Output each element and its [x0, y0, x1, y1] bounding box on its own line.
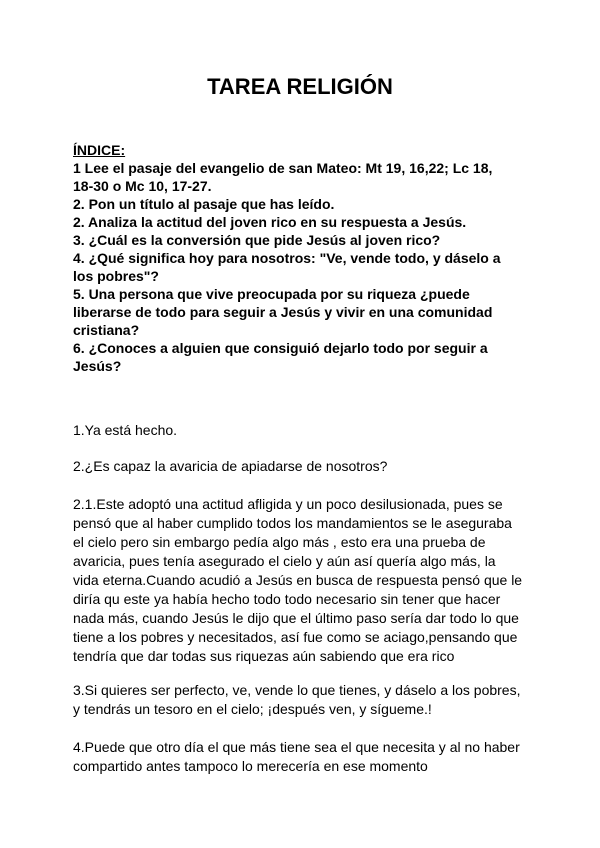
answer-line: 2.1.Este adoptó una actitud afligida y un poco desilusionada, pues se [73, 496, 503, 512]
answer-2-1 [73, 495, 522, 666]
index-line: 2. Pon un título al pasaje que has leído. [73, 196, 335, 212]
index-line: cristiana? [73, 322, 140, 338]
answer-2 [73, 457, 387, 476]
answer-line: 3.Si quieres ser perfecto, ve, vende lo que tienes, y dáselo a los pobres, [73, 682, 521, 698]
answer-line: pensó que al haber cumplido todos los mandamientos se le aseguraba [73, 515, 512, 531]
index-line: 5. Una persona que vive preocupada por su riqueza ¿puede [73, 286, 470, 302]
answer-line: tiene a los pobres y necesitados, así fue como se aciago,pensando que [73, 629, 518, 645]
answer-line: 1.Ya está hecho. [73, 422, 178, 438]
index-line: Jesús? [73, 358, 122, 374]
answer-line: y tendrás un tesoro en el cielo; ¡después ven, y sígueme.! [73, 701, 432, 717]
answer-line: compartido antes tampoco lo merecería en ese momento [73, 758, 428, 774]
index-section [73, 141, 501, 375]
index-line: los pobres"? [73, 268, 159, 284]
answer-line: vida eterna.Cuando acudió a Jesús en busca de respuesta pensó que le [73, 572, 523, 588]
index-line: 4. ¿Qué significa hoy para nosotros: "Ve, vende todo, y dáselo a [73, 250, 501, 266]
index-heading: ÍNDICE: [73, 142, 126, 158]
index-line: liberarse de todo para seguir a Jesús y vivir en una comunidad [73, 304, 493, 320]
answer-line: el cielo pero sin embargo pedía algo más , esto era una prueba de [73, 534, 486, 550]
answer-line: 4.Puede que otro día el que más tiene sea el que necesita y al no haber [73, 739, 520, 755]
index-line: 1 Lee el pasaje del evangelio de san Mateo: Mt 19, 16,22; Lc 18, [73, 160, 493, 176]
index-line: 2. Analiza la actitud del joven rico en su respuesta a Jesús. [73, 214, 467, 230]
index-line: 18-30 o Mc 10, 17-27. [73, 178, 212, 194]
answer-3 [73, 681, 521, 719]
index-line: 3. ¿Cuál es la conversión que pide Jesús al joven rico? [73, 232, 441, 248]
answer-line: avaricia, pues tenía asegurado el cielo y aún así quería algo más, la [73, 553, 496, 569]
answer-line: nada más, cuando Jesús le dijo que el último paso sería dar todo lo que [73, 610, 519, 626]
answer-line: 2.¿Es capaz la avaricia de apiadarse de nosotros? [73, 458, 388, 474]
answer-4 [73, 738, 520, 776]
index-line: 6. ¿Conoces a alguien que consiguió dejarlo todo por seguir a [73, 340, 488, 356]
document-title: TAREA RELIGIÓN [207, 74, 393, 99]
answer-line: tendría que dar todas sus riquezas aún sabiendo que era rico [73, 648, 455, 664]
answer-line: diría qu este ya había hecho todo todo necesario sin tener que hacer [73, 591, 501, 607]
answer-1 [73, 421, 177, 440]
